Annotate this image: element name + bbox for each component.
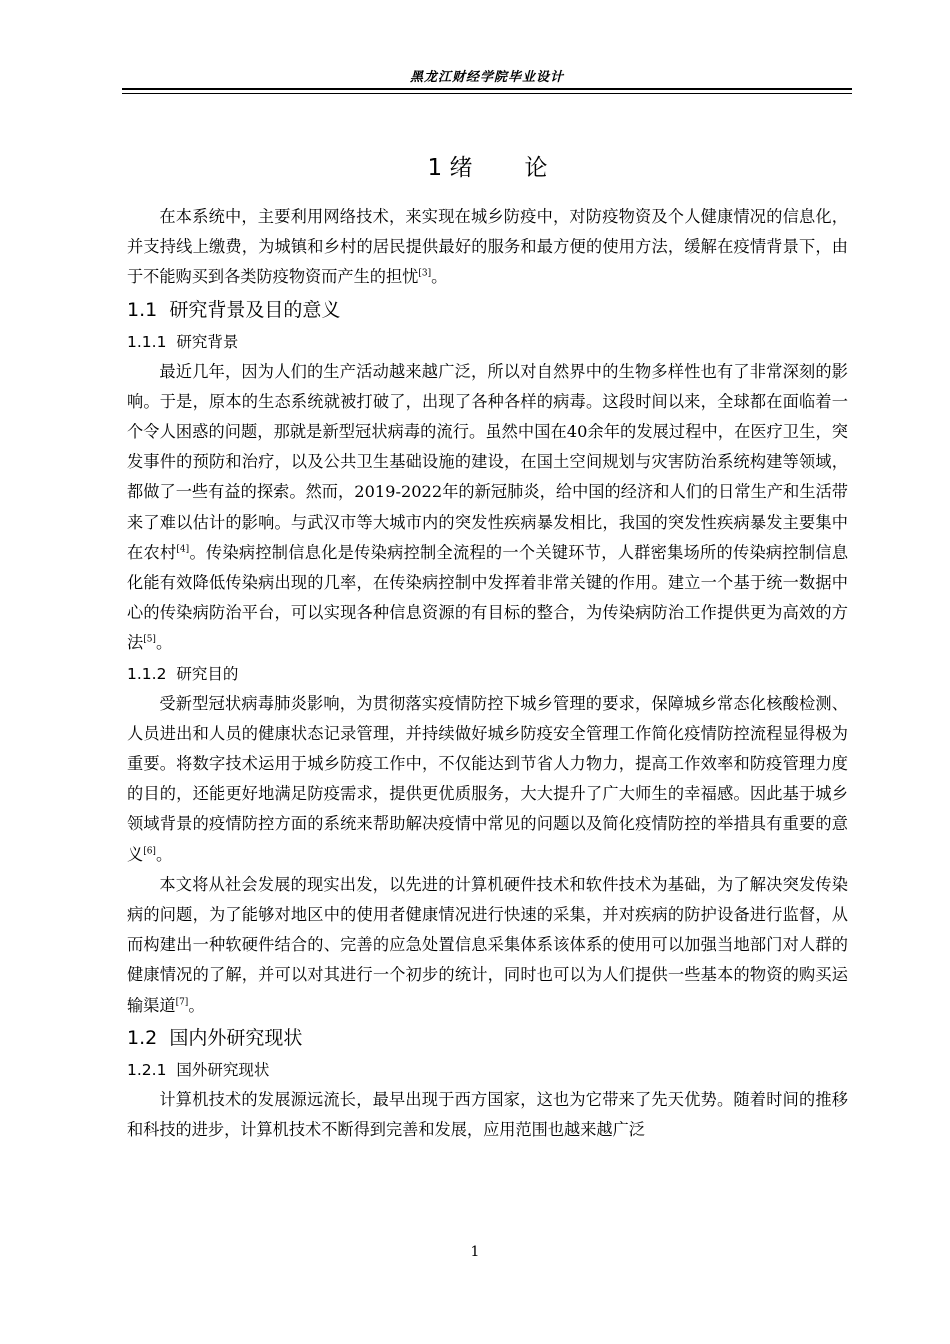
chapter-title	[127, 148, 848, 188]
subsection-1-1-1-heading: 1.1.1 研究背景	[127, 332, 239, 351]
chapter-title-part2: 论	[524, 155, 548, 181]
intro-paragraph: 在本系统中，主要利用网络技术，来实现在城乡防疫中，对防疫物资及个人健康情况的信息化，并支持线上缴费，为城镇和乡村的居民提供最好的服务和最方便的使用方法，缓解在疫情背景下，由于不能购买到各类防疫物资而产生的担忧[3]。	[127, 207, 848, 287]
section-1-2-heading: 1.2 国内外研究现状	[127, 1026, 303, 1049]
subsection-1-2-1-heading: 1.2.1 国外研究现状	[127, 1060, 270, 1079]
header-rule-thin	[122, 93, 852, 94]
running-header: 黑龙江财经学院毕业设计	[409, 70, 564, 85]
citation-4: [4]	[176, 544, 190, 555]
chapter-title-part1: 绪	[449, 155, 473, 181]
section-1-1-heading: 1.1 研究背景及目的意义	[127, 298, 341, 321]
chapter-number: 1	[427, 155, 443, 181]
subsection-1-1-2-heading: 1.1.2 研究目的	[127, 664, 239, 683]
body-content	[127, 148, 848, 1145]
citation-7: [7]	[175, 997, 189, 1008]
background-paragraph: 最近几年，因为人们的生产活动越来越广泛，所以对自然界中的生物多样性也有了非常深刻的影响。于是，原本的生态系统就被打破了，出现了各种各样的病毒。这段时间以来，全球都在面临着一个令人困惑的问题，那就是新型冠状病毒的流行。虽然中国在40余年的发展过程中，在医疗卫生，突发事件的预防和治疗，以及公共卫生基础设施的建设，在国土空间规划与灾害防治系统构建等领域，都做了一些有益的探索。然而，2019-2022年的新冠肺炎，给中国的经济和人们的日常生产和生活带来了难以估计的影响。与武汉市等大城市内的突发性疾病暴发相比，我国的突发性疾病暴发主要集中在农村[4]。传染病控制信息化是传染病控制全流程的一个关键环节，人群密集场所的传染病控制信息化能有效降低传染病出现的几率，在传染病控制中发挥着非常关键的作用。建立一个基于统一数据中心的传染病防治平台，可以实现各种信息资源的有目标的整合，为传染病防治工作提供更为高效的方法[5]。	[127, 361, 849, 653]
purpose-paragraph: 受新型冠状病毒肺炎影响，为贯彻落实疫情防控下城乡管理的要求，保障城乡常态化核酸检测、人员进出和人员的健康状态记录管理，并持续做好城乡防疫安全管理工作简化疫情防控流程显得极为重要。将数字技术运用于城乡防疫工作中，不仅能达到节省人力物力，提高工作效率和防疫管理力度的目的，还能更好地满足防疫需求，提供更优质服务，大大提升了广大师生的幸福感。因此基于城乡领域背景的疫情防控方面的系统来帮助解决疫情中常见的问题以及简化疫情防控的举措具有重要的意义[6]。	[127, 693, 848, 864]
page-number: 1	[470, 1244, 480, 1260]
citation-5: [5]	[143, 635, 156, 646]
header-rule-thick	[122, 88, 852, 90]
citation-3: [3]	[418, 269, 432, 280]
citation-6: [6]	[143, 846, 156, 857]
foreign-research-paragraph: 计算机技术的发展源远流长，最早出现于西方国家，这也为它带来了先天优势。随着时间的推移和科技的进步，计算机技术不断得到完善和发展，应用范围也越来越广泛	[127, 1089, 848, 1140]
paper-overview-paragraph: 本文将从社会发展的现实出发，以先进的计算机硬件技术和软件技术为基础，为了解决突发传染病的问题，为了能够对地区中的使用者健康情况进行快速的采集，并对疾病的防护设备进行监督，从而构建出一种软硬件结合的、完善的应急处置信息采集体系该体系的使用可以加强当地部门对人群的健康情况的了解，并可以对其进行一个初步的统计，同时也可以为人们提供一些基本的物资的购买运输渠道[7]。	[127, 874, 848, 1015]
